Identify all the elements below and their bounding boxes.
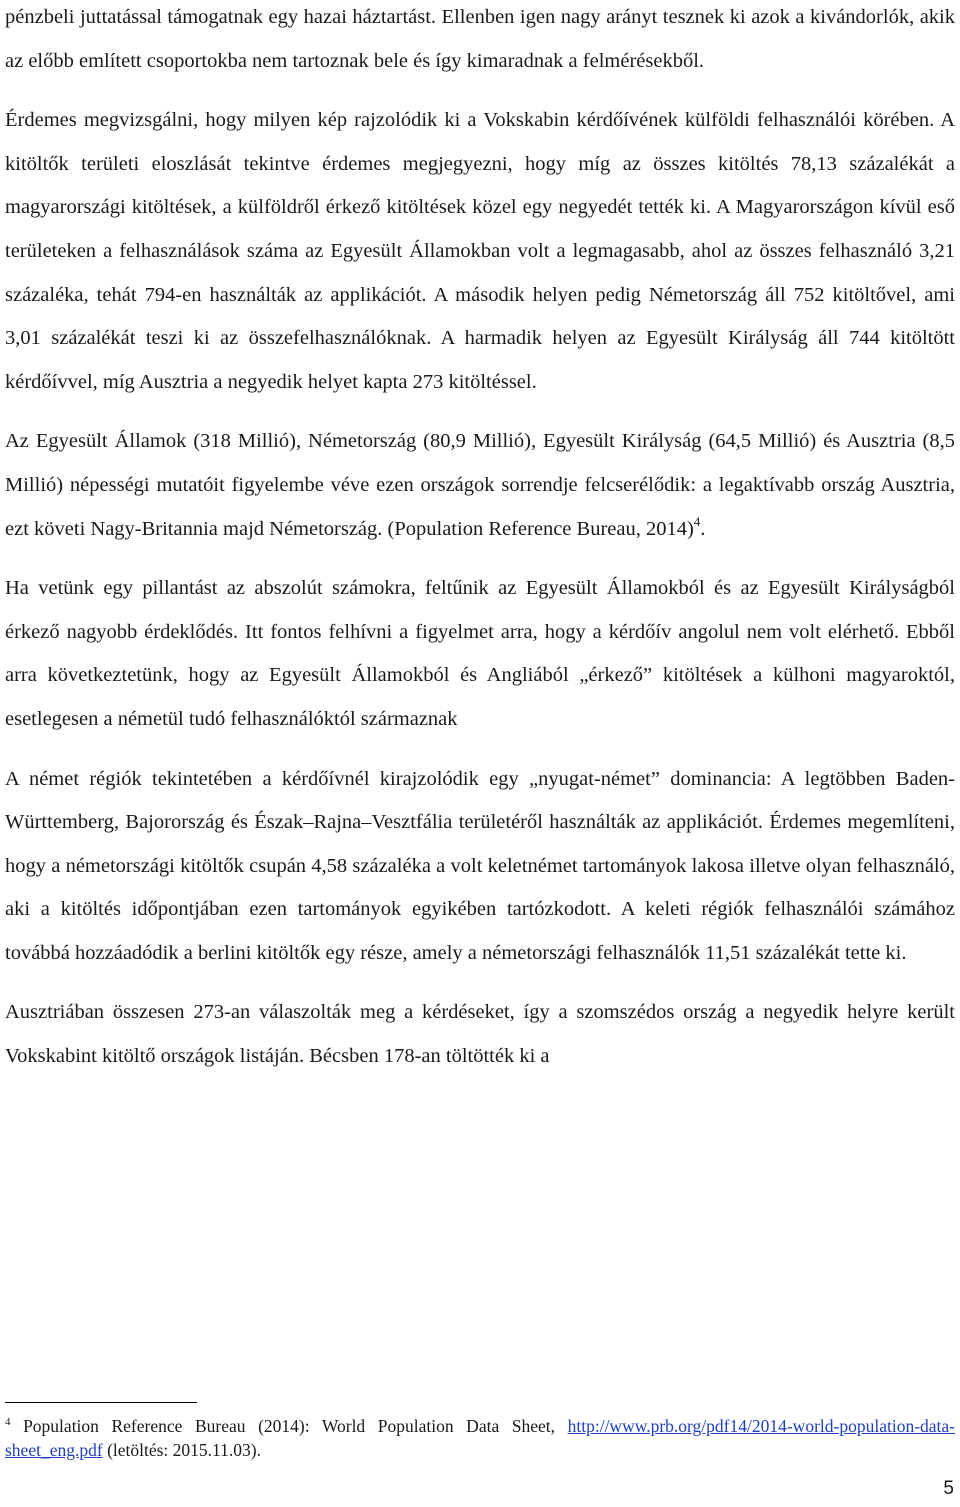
paragraph-5-text: A német régiók tekintetében a kérdőívnél kirajzolódik egy „nyugat-német” dominancia: A legtöbben Baden-Württemberg, Bajorország és Észak–Rajna–Vesztfália területéről használták az applikációt. Érdemes megemlíteni, hogy a németországi kitöltők csupán 4,58 százaléka a volt keletnémet tartományok lakosa illetve olyan felhasználó, aki a kitöltés időpontjában ezen tartományok egyikében tartózkodott. A keleti régiók felhasználói számához továbbá hozzáadódik a berlini kitöltők egy része, amely a németországi felhasználók 11,51 százalékát tette ki. [5, 767, 955, 964]
footnote-link[interactable]: http://www.prb.org/pdf14/2014-world-population-data-sheet_eng.pdf [5, 1416, 955, 1460]
document-body [5, 0, 955, 1079]
footnote-separator [5, 1402, 197, 1403]
page-number: 5 [943, 1478, 954, 1499]
paragraph-3 [5, 420, 955, 551]
paragraph-3-end: . [700, 517, 706, 540]
footnote-number: 4 [5, 1416, 11, 1428]
footnote-date: (letöltés: 2015.11.03). [107, 1440, 261, 1460]
paragraph-3-text: Az Egyesült Államok (318 Millió), Németország (80,9 Millió), Egyesült Királyság (64,5 Millió) és Ausztria (8,5 Millió) népességi mutatóit figyelembe véve ezen országok sorrendje felcserélődik: a legaktívabb ország Ausztria, ezt követi Nagy-Britannia majd Németország. (Population Reference Bureau, 2014) [5, 430, 955, 540]
paragraph-4 [5, 567, 955, 741]
paragraph-2 [5, 99, 955, 404]
paragraph-1-text: pénzbeli juttatással támogatnak egy hazai háztartást. Ellenben igen nagy arányt tesznek ki azok a kivándorlók, akik az előbb említett csoportokba nem tartoznak bele és így kimaradnak a felmérésekből. [5, 6, 955, 72]
footnote-text: Population Reference Bureau (2014): World Population Data Sheet, [23, 1416, 556, 1436]
footnote-reference[interactable]: 4 [693, 513, 701, 529]
paragraph-4-text: Ha vetünk egy pillantást az abszolút számokra, feltűnik az Egyesült Államokból és az Egyesült Királyságból érkező nagyobb érdeklődés. Itt fontos felhívni a figyelmet arra, hogy a kérdőív angolul nem volt elérhető. Ebből arra következtetünk, hogy az Egyesült Államokból és Angliából „érkező” kitöltések a külhoni magyaroktól, esetlegesen a németül tudó felhasználóktól származnak [5, 577, 955, 730]
paragraph-6 [5, 991, 955, 1078]
paragraph-2-text: Érdemes megvizsgálni, hogy milyen kép rajzolódik ki a Vokskabin kérdőívének külföldi felhasználói körében. A kitöltők területi eloszlását tekintve érdemes megjegyezni, hogy míg az összes kitöltés 78,13 százalékát a magyarországi kitöltések, a külföldről érkező kitöltések közel egy negyedét tették ki. A Magyarországon kívül eső területeken a felhasználások száma az Egyesült Államokban volt a legmagasabb, ahol az összes felhasználó 3,21 százaléka, tehát 794-en használták az applikációt. A második helyen pedig Németország áll 752 kitöltővel, ami 3,01 százalékát teszi ki az összefelhasználóknak. A harmadik helyen az Egyesült Királyság áll 744 kitöltött kérdőívvel, míg Ausztria a negyedik helyet kapta 273 kitöltéssel. [5, 109, 955, 393]
paragraph-5 [5, 758, 955, 976]
paragraph-1 [5, 0, 955, 83]
footnote [5, 1414, 955, 1462]
paragraph-6-text: Ausztriában összesen 273-an válaszolták meg a kérdéseket, így a szomszédos ország a negyedik helyre került Vokskabint kitöltő országok listáján. Bécsben 178-an töltötték ki a [5, 1001, 955, 1068]
